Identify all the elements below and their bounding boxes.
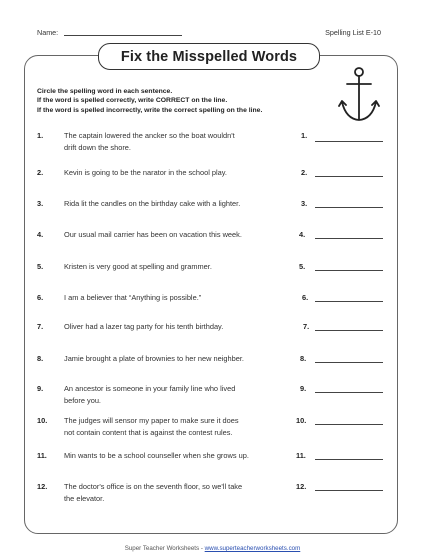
question-number: 4. [37, 230, 44, 239]
spelling-list-id: Spelling List E-10 [325, 28, 381, 37]
question-text [64, 261, 290, 273]
title-banner [98, 43, 320, 70]
answer-line[interactable] [315, 392, 383, 393]
answer-line[interactable] [315, 238, 383, 239]
question-text [64, 481, 290, 504]
question-text [64, 167, 290, 179]
question-number: 2. [37, 168, 44, 177]
answer-number: 11. [296, 451, 306, 460]
question-number: 7. [37, 322, 44, 331]
anchor-icon [338, 66, 380, 126]
question-line: before you. [64, 395, 101, 405]
instructions [37, 87, 262, 115]
question-text [64, 383, 290, 406]
answer-line[interactable] [315, 176, 383, 177]
question-text [64, 321, 290, 333]
question-number: 8. [37, 354, 44, 363]
question-line: Jamie brought a plate of brownies to her new neighber. [64, 354, 244, 363]
name-field [37, 28, 182, 37]
answer-line[interactable] [315, 424, 383, 425]
instruction-line: If the word is spelled incorrectly, write the correct spelling on the line. [37, 106, 263, 114]
question-line: not contain content that is against the contest rules. [64, 427, 233, 437]
answer-line[interactable] [315, 330, 383, 331]
answer-number: 3. [301, 199, 308, 208]
page-title: Fix the Misspelled Words [120, 48, 298, 65]
footer [0, 545, 425, 552]
answer-line[interactable] [315, 301, 383, 302]
question-line: The doctor's office is on the seventh floor, so we'll take [64, 482, 243, 491]
answer-number: 5. [299, 262, 306, 271]
question-number: 5. [37, 262, 44, 271]
question-line: An ancestor is someone in your family line who lived [64, 384, 236, 393]
question-text [64, 415, 290, 438]
question-line: Kristen is very good at spelling and grammer. [64, 262, 212, 271]
answer-number: 9. [300, 384, 307, 393]
question-line: Rida lit the candles on the birthday cake with a lighter. [64, 199, 241, 208]
name-label: Name: [37, 28, 59, 37]
answer-line[interactable] [315, 459, 383, 460]
answer-number: 1. [301, 131, 308, 140]
question-number: 11. [37, 451, 47, 460]
question-line: Min wants to be a school counseller when she grows up. [64, 451, 249, 460]
footer-brand: Super Teacher Worksheets [124, 545, 200, 552]
question-text [64, 450, 290, 462]
question-text [64, 130, 290, 153]
question-line: The captain lowered the ancker so the boat wouldn't [64, 131, 235, 140]
question-number: 9. [37, 384, 44, 393]
answer-number: 10. [296, 416, 307, 425]
question-line: Kevin is going to be the narator in the school play. [64, 168, 227, 177]
question-line: Our usual mail carrier has been on vacation this week. [64, 230, 242, 239]
question-number: 3. [37, 199, 44, 208]
footer-separator: - [200, 545, 203, 552]
question-number: 10. [37, 416, 48, 425]
question-line: The judges will sensor my paper to make sure it does [64, 416, 239, 425]
answer-number: 6. [302, 293, 309, 302]
answer-line[interactable] [315, 362, 383, 363]
footer-link[interactable]: www.superteacherworksheets.com [204, 545, 301, 552]
answer-number: 8. [300, 354, 307, 363]
question-text [64, 292, 290, 304]
answer-number: 12. [296, 482, 307, 491]
question-line: the elevator. [64, 493, 105, 503]
question-text [64, 198, 290, 210]
question-line: Oliver had a lazer tag party for his tenth birthday. [64, 322, 224, 331]
instruction-line: If the word is spelled correctly, write CORRECT on the line. [37, 97, 228, 105]
answer-line[interactable] [315, 270, 383, 271]
question-number: 1. [37, 131, 44, 140]
question-text [64, 353, 290, 365]
answer-number: 4. [299, 230, 306, 239]
question-line: I am a believer that “Anything is possible.” [64, 293, 202, 302]
question-number: 6. [37, 293, 44, 302]
question-text [64, 229, 290, 241]
answer-number: 2. [301, 168, 308, 177]
answer-number: 7. [303, 322, 310, 331]
question-number: 12. [37, 482, 48, 491]
answer-line[interactable] [315, 141, 383, 142]
answer-line[interactable] [315, 490, 383, 491]
instruction-line: Circle the spelling word in each sentence. [37, 88, 173, 95]
answer-line[interactable] [315, 207, 383, 208]
question-line: drift down the shore. [64, 142, 131, 152]
name-line [64, 35, 182, 36]
